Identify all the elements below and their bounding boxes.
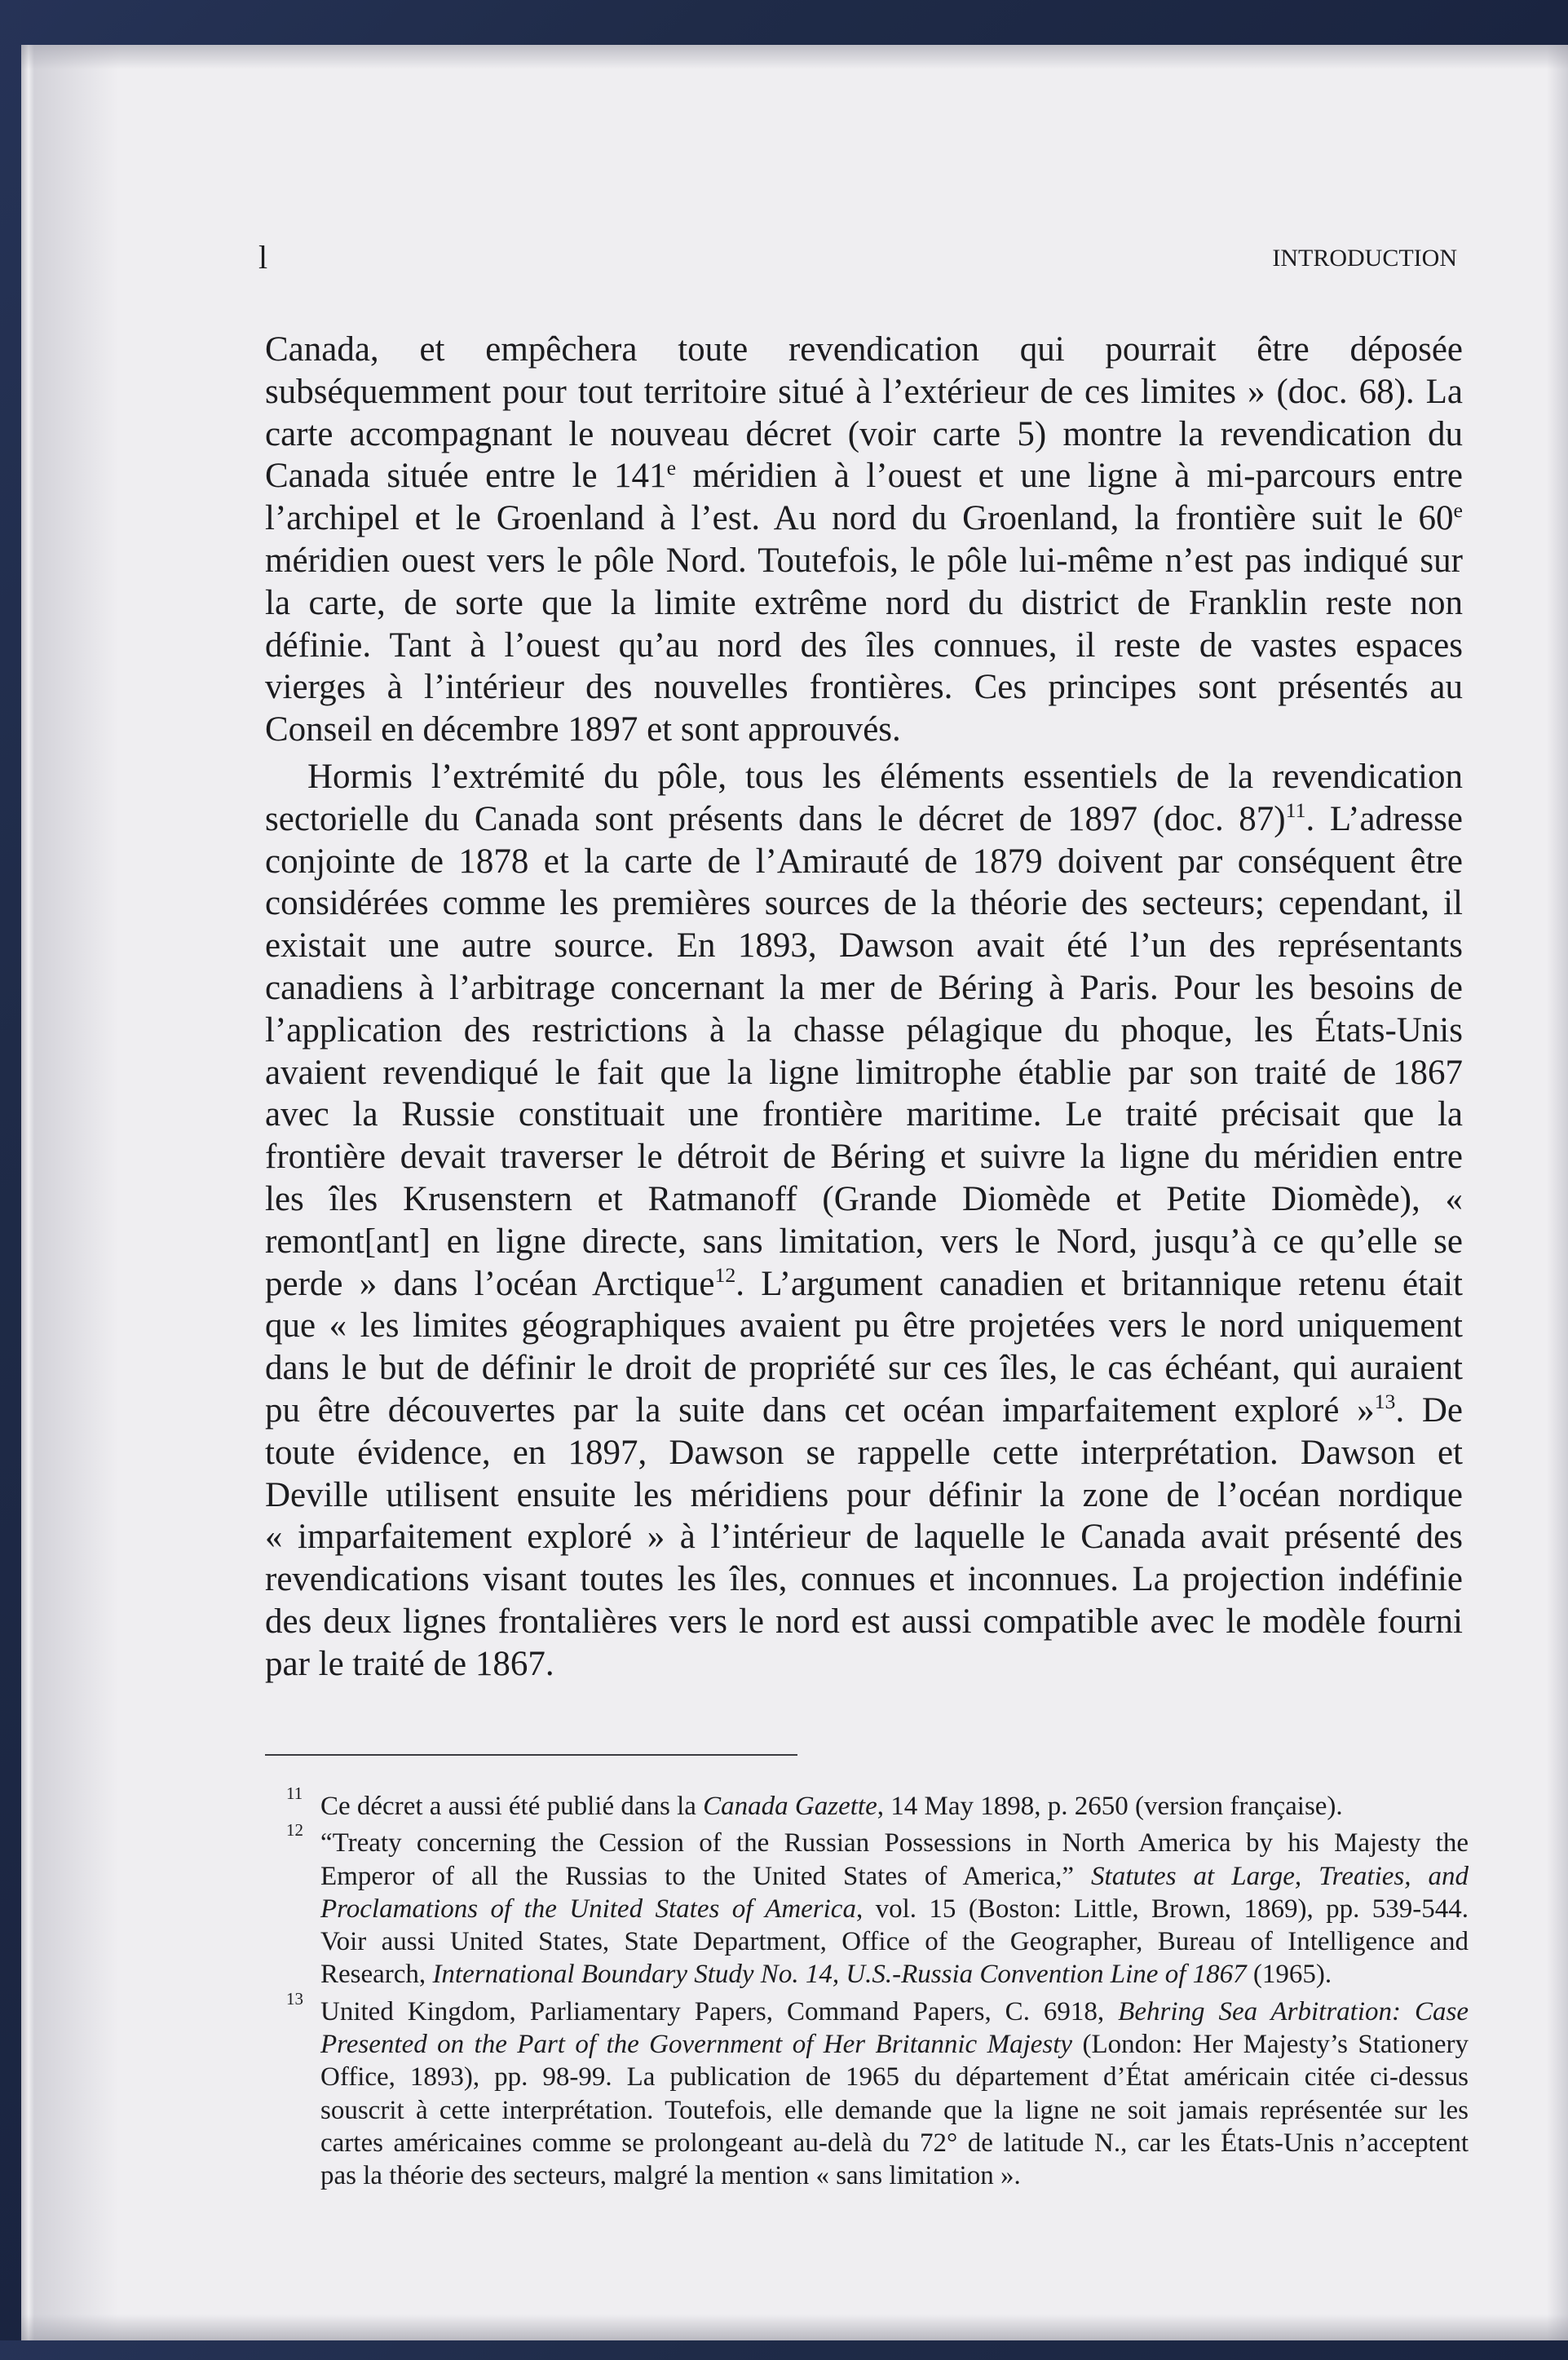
body-text-line: Deville utilisent ensuite les méridiens pour définir la zone de l’océan nordique	[265, 1475, 1463, 1514]
footnote-line	[320, 1958, 1469, 1991]
body-text-line: considérées comme les premières sources de la théorie des secteurs; cependant, il	[265, 884, 1463, 923]
book-cover-edge-left	[0, 0, 21, 2360]
body-text-line	[265, 497, 1463, 540]
text-run: méridien à l’ouest et une ligne à mi-parcours entre	[676, 457, 1463, 496]
body-text-line: méridien ouest vers le pôle Nord. Toutefois, le pôle lui-même n’est pas indiqué sur	[265, 541, 1463, 580]
footnote-text	[320, 1827, 1469, 1991]
text-run: Emperor of all the Russias to the United States of America,”	[320, 1861, 1092, 1891]
body-text-line	[265, 1390, 1463, 1432]
body-text-line: carte accompagnant le nouveau décret (voir carte 5) montre la revendication du	[265, 414, 1463, 453]
superscript-text: e	[666, 455, 677, 480]
footnote-line: “Treaty concerning the Cession of the Russian Possessions in North America by his Majesty the	[320, 1828, 1469, 1858]
body-text-line: définie. Tant à l’ouest qu’au nord des îles connues, il reste de vastes espaces	[265, 625, 1463, 665]
footnote-line: souscrit à cette interprétation. Toutefois, elle demande que la ligne ne soit jamais représentée sur les	[320, 2095, 1469, 2125]
body-text-line: des deux lignes frontalières vers le nord est aussi compatible avec le modèle fourni	[265, 1602, 1463, 1641]
footnote-number: 11	[286, 1783, 303, 1803]
body-text-line: la carte, de sorte que la limite extrême nord du district de Franklin reste non	[265, 583, 1463, 622]
footnote-line	[320, 1860, 1469, 1893]
body-text-line: toute évidence, en 1897, Dawson se rappelle cette interprétation. Dawson et	[265, 1433, 1463, 1472]
body-paragraph	[265, 756, 1463, 1686]
text-run: . De	[1395, 1390, 1463, 1430]
body-text-line: les îles Krusenstern et Ratmanoff (Grande Diomède et Petite Diomède), «	[265, 1179, 1463, 1218]
body-text-line: subséquemment pour tout territoire situé à l’extérieur de ces limites » (doc. 68). La	[265, 372, 1463, 411]
footnote-line: cartes américaines comme se prolongeant au-delà du 72° de latitude N., car les États-Unis n’acceptent	[320, 2128, 1469, 2158]
footnote-reference: 11	[1285, 798, 1306, 823]
footnote	[265, 1820, 1469, 1991]
superscript-text: e	[1453, 497, 1463, 522]
text-run: . L’argument canadien et britannique retenu était	[735, 1264, 1463, 1303]
footnote-separator	[265, 1754, 797, 1756]
text-run: . L’adresse	[1305, 799, 1464, 838]
italic-text: Statutes at Large, Treaties, and	[1091, 1861, 1469, 1891]
footnotes	[265, 1783, 1469, 2193]
italic-text: Behring Sea Arbitration: Case	[1118, 1996, 1469, 2026]
body-paragraph	[265, 329, 1463, 751]
body-text-line: l’application des restrictions à la chasse pélagique du phoque, les États-Unis	[265, 1010, 1463, 1050]
body-text-line: « imparfaitement exploré » à l’intérieur de laquelle le Canada avait présenté des	[265, 1518, 1463, 1557]
footnote-line	[320, 1995, 1469, 2028]
footnote-line: Voir aussi United States, State Department, Office of the Geographer, Bureau of Intelligence and	[320, 1927, 1469, 1957]
text-run: (London: Her Majesty’s Stationery	[1072, 2030, 1469, 2060]
text-run: l’archipel et le Groenland à l’est. Au nord du Groenland, la frontière suit le 60	[265, 499, 1454, 538]
footnote-reference: 12	[714, 1263, 736, 1288]
body-text-line: frontière devait traverser le détroit de Béring et suivre la ligne du méridien entre	[265, 1138, 1463, 1177]
text-run: sectorielle du Canada sont présents dans le décret de 1897 (doc. 87)	[265, 799, 1286, 838]
text-run: pu être découvertes par la suite dans cet océan imparfaitement exploré »	[265, 1390, 1375, 1430]
body-text-line	[265, 798, 1463, 841]
running-title: INTRODUCTION	[1272, 245, 1457, 272]
body-text-line	[265, 1263, 1463, 1306]
footnote-reference: 13	[1374, 1390, 1396, 1414]
italic-text: Canada Gazette	[703, 1792, 877, 1821]
text-run: perde » dans l’océan Arctique	[265, 1264, 715, 1303]
footnote-number: 13	[286, 1988, 303, 2009]
text-run: , 14 May 1898, p. 2650 (version française).	[877, 1792, 1343, 1821]
book-page	[21, 45, 1568, 2340]
body-text-line: revendications visant toutes les îles, connues et inconnues. La projection indéfinie	[265, 1560, 1463, 1599]
footnote	[265, 1783, 1469, 1823]
body-text-line: conjointe de 1878 et la carte de l’Amirauté de 1879 doivent par conséquent être	[265, 842, 1463, 881]
text-run: (1965).	[1246, 1960, 1332, 1990]
body-text-line: remont[ant] en ligne directe, sans limitation, vers le Nord, jusqu’à ce qu’elle se	[265, 1222, 1463, 1261]
body-text-line: avec la Russie constituait une frontière maritime. Le traité précisait que la	[265, 1095, 1463, 1134]
footnote-line: Office, 1893), pp. 98-99. La publication de 1965 du département d’État américain citée ci-dessus	[320, 2062, 1469, 2093]
body-text-line: avaient revendiqué le fait que la ligne limitrophe établie par son traité de 1867	[265, 1053, 1463, 1092]
text-run: Canada située entre le 141	[265, 457, 667, 496]
body-text-line: existait une autre source. En 1893, Dawson avait été l’un des représentants	[265, 926, 1463, 966]
footnote-line: pas la théorie des secteurs, malgré la mention « sans limitation ».	[320, 2161, 1021, 2191]
body-text-line: vierges à l’intérieur des nouvelles frontières. Ces principes sont présentés au	[265, 668, 1463, 707]
footnote-text	[320, 1995, 1469, 2193]
body-text-line: canadiens à l’arbitrage concernant la mer de Béring à Paris. Pour les besoins de	[265, 968, 1463, 1007]
book-cover-edge-top	[0, 0, 1568, 45]
book-cover-edge-bottom	[0, 2340, 1568, 2360]
body-text	[265, 329, 1463, 1686]
body-text-line	[265, 455, 1463, 497]
body-text-line: dans le but de définir le droit de propriété sur ces îles, le cas échéant, qui auraient	[265, 1349, 1463, 1388]
body-text-line: Conseil en décembre 1897 et sont approuvés.	[265, 710, 901, 749]
text-run: , vol. 15 (Boston: Little, Brown, 1869), pp. 539-544.	[855, 1894, 1469, 1924]
text-run: Research,	[320, 1960, 433, 1990]
footnote-line	[320, 2028, 1469, 2061]
text-run: United Kingdom, Parliamentary Papers, Command Papers, C. 6918,	[320, 1996, 1119, 2026]
body-text-line: Hormis l’extrémité du pôle, tous les éléments essentiels de la revendication	[307, 757, 1463, 796]
italic-text: International Boundary Study No. 14, U.S.-Russia Convention Line of 1867	[432, 1960, 1247, 1990]
body-text-line: Canada, et empêchera toute revendication qui pourrait être déposée	[265, 330, 1463, 369]
footnote-line	[320, 1790, 1469, 1823]
body-text-line: que « les limites géographiques avaient pu être projetées vers le nord uniquement	[265, 1306, 1463, 1346]
footnote-line	[320, 1893, 1469, 1925]
page-number: l	[258, 239, 268, 276]
body-text-line: par le traité de 1867.	[265, 1644, 554, 1683]
text-run: Ce décret a aussi été publié dans la	[320, 1792, 704, 1821]
italic-text: Presented on the Part of the Government of Her Britannic Majesty	[320, 2030, 1073, 2060]
footnote-number: 12	[286, 1820, 303, 1841]
footnote-text	[320, 1790, 1469, 1823]
footnote	[265, 1988, 1469, 2193]
italic-text: Proclamations of the United States of America	[320, 1894, 856, 1924]
